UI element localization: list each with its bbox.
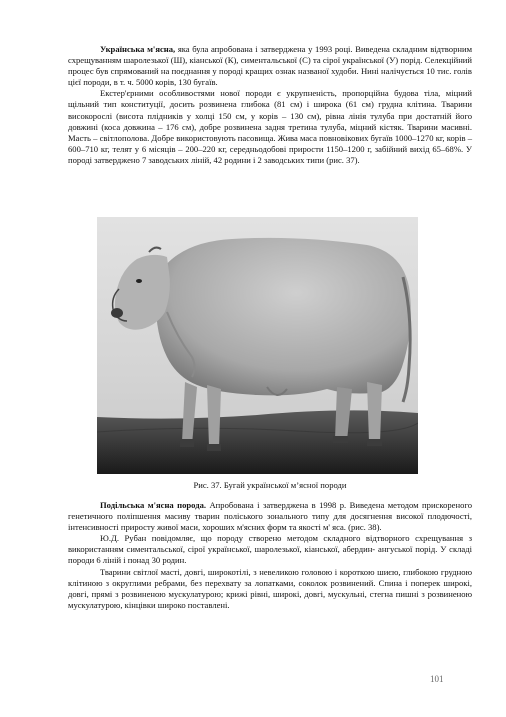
- paragraph-text: Ю.Д. Рубан повідомляє, що породу створено методом складного відтворного схрещування з використанням симентальської, сірої української, шаролезької, кіанської, абердин- ангуської порід. У складі породи 6 ліній і понад 30 родин.: [68, 533, 472, 566]
- paragraph-podilska-meat-breed: [68, 500, 472, 533]
- text-section-bottom: [68, 500, 472, 611]
- paragraph-text: Апробована і затверджена в 1998 р. Виведена методом прискореного генетичного поліпшення масиву тварин поліського зонального типу для досягнення високої плодючості, інтенсивності приросту живої маси, хороших м'ясних форм та якості м' яса. (рис. 38).: [68, 500, 473, 533]
- paragraph-exterior-features: [68, 88, 472, 166]
- bull-photo: [97, 217, 418, 474]
- paragraph-text: Тварини світлої масті, довгі, широкотілі, з невеликою головою і короткою шиєю, глибокою грудною клітиною з округлими ребрами, без перехвату за лопатками, соколок розвинений. Спина і поперек широкі, довгі, прямі з розвиненою мускулатурою; крижі рівні, широкі, довгі, мускульні, стегна пишні з розвиненою мускулатурою, кінцівки широко поставлені.: [68, 566, 472, 610]
- page-number: 101: [430, 674, 444, 684]
- breed-title: Українська м'ясна,: [100, 44, 176, 54]
- paragraph-text: яка була апробована і затверджена у 1993 році. Виведена складним відтворним схрещуванням шаролезької (Ш), кіанської (К), симентальської (С) та сірої української (У) порід. Селекційний процес був спрямований на поєднання у породі кращих ознак названої худоби. Нині налічується 10 тис. голів цієї породи, в т. ч. 5000 корів, 130 бугаїв.: [68, 44, 473, 88]
- paragraph-animal-description: [68, 567, 472, 611]
- paragraph-ukrainian-meat-breed: [68, 44, 472, 88]
- breed-title: Подільська м'ясна порода.: [100, 500, 207, 510]
- figure-caption: Рис. 37. Бугай української м’ясної породи: [193, 480, 347, 490]
- text-section-top: [68, 44, 472, 166]
- bull-image: [97, 217, 418, 474]
- paragraph-text: Екстер'єрними особливостями нової породи є укрупненість, пропорційна будова тіла, міцний щільний тип конституції, досить розвинена глибока (81 см) і широка (61 см) грудна клітина. Тварини високорослі (висота плідників у холці 150 см, у корів – 130 см), рівна лінія тулуба при достатній його довжині (коса довжина – 176 см), добре розвинена задня третина тулуба, міцний кістяк. Тварини масивні. Масть – світлополова. Добре використовують пасовища. Жива маса повновікових бугаїв 1000–1270 кг, корів – 600–710 кг, телят у 6 місяців – 200–220 кг, середньодобові прирости 1150–1200 г, забійний вихід 65–68%. У породі затверджено 7 заводських ліній, 42 родини і 2 заводських типи (рис. 37).: [68, 88, 472, 165]
- paragraph-ruban-report: [68, 533, 472, 566]
